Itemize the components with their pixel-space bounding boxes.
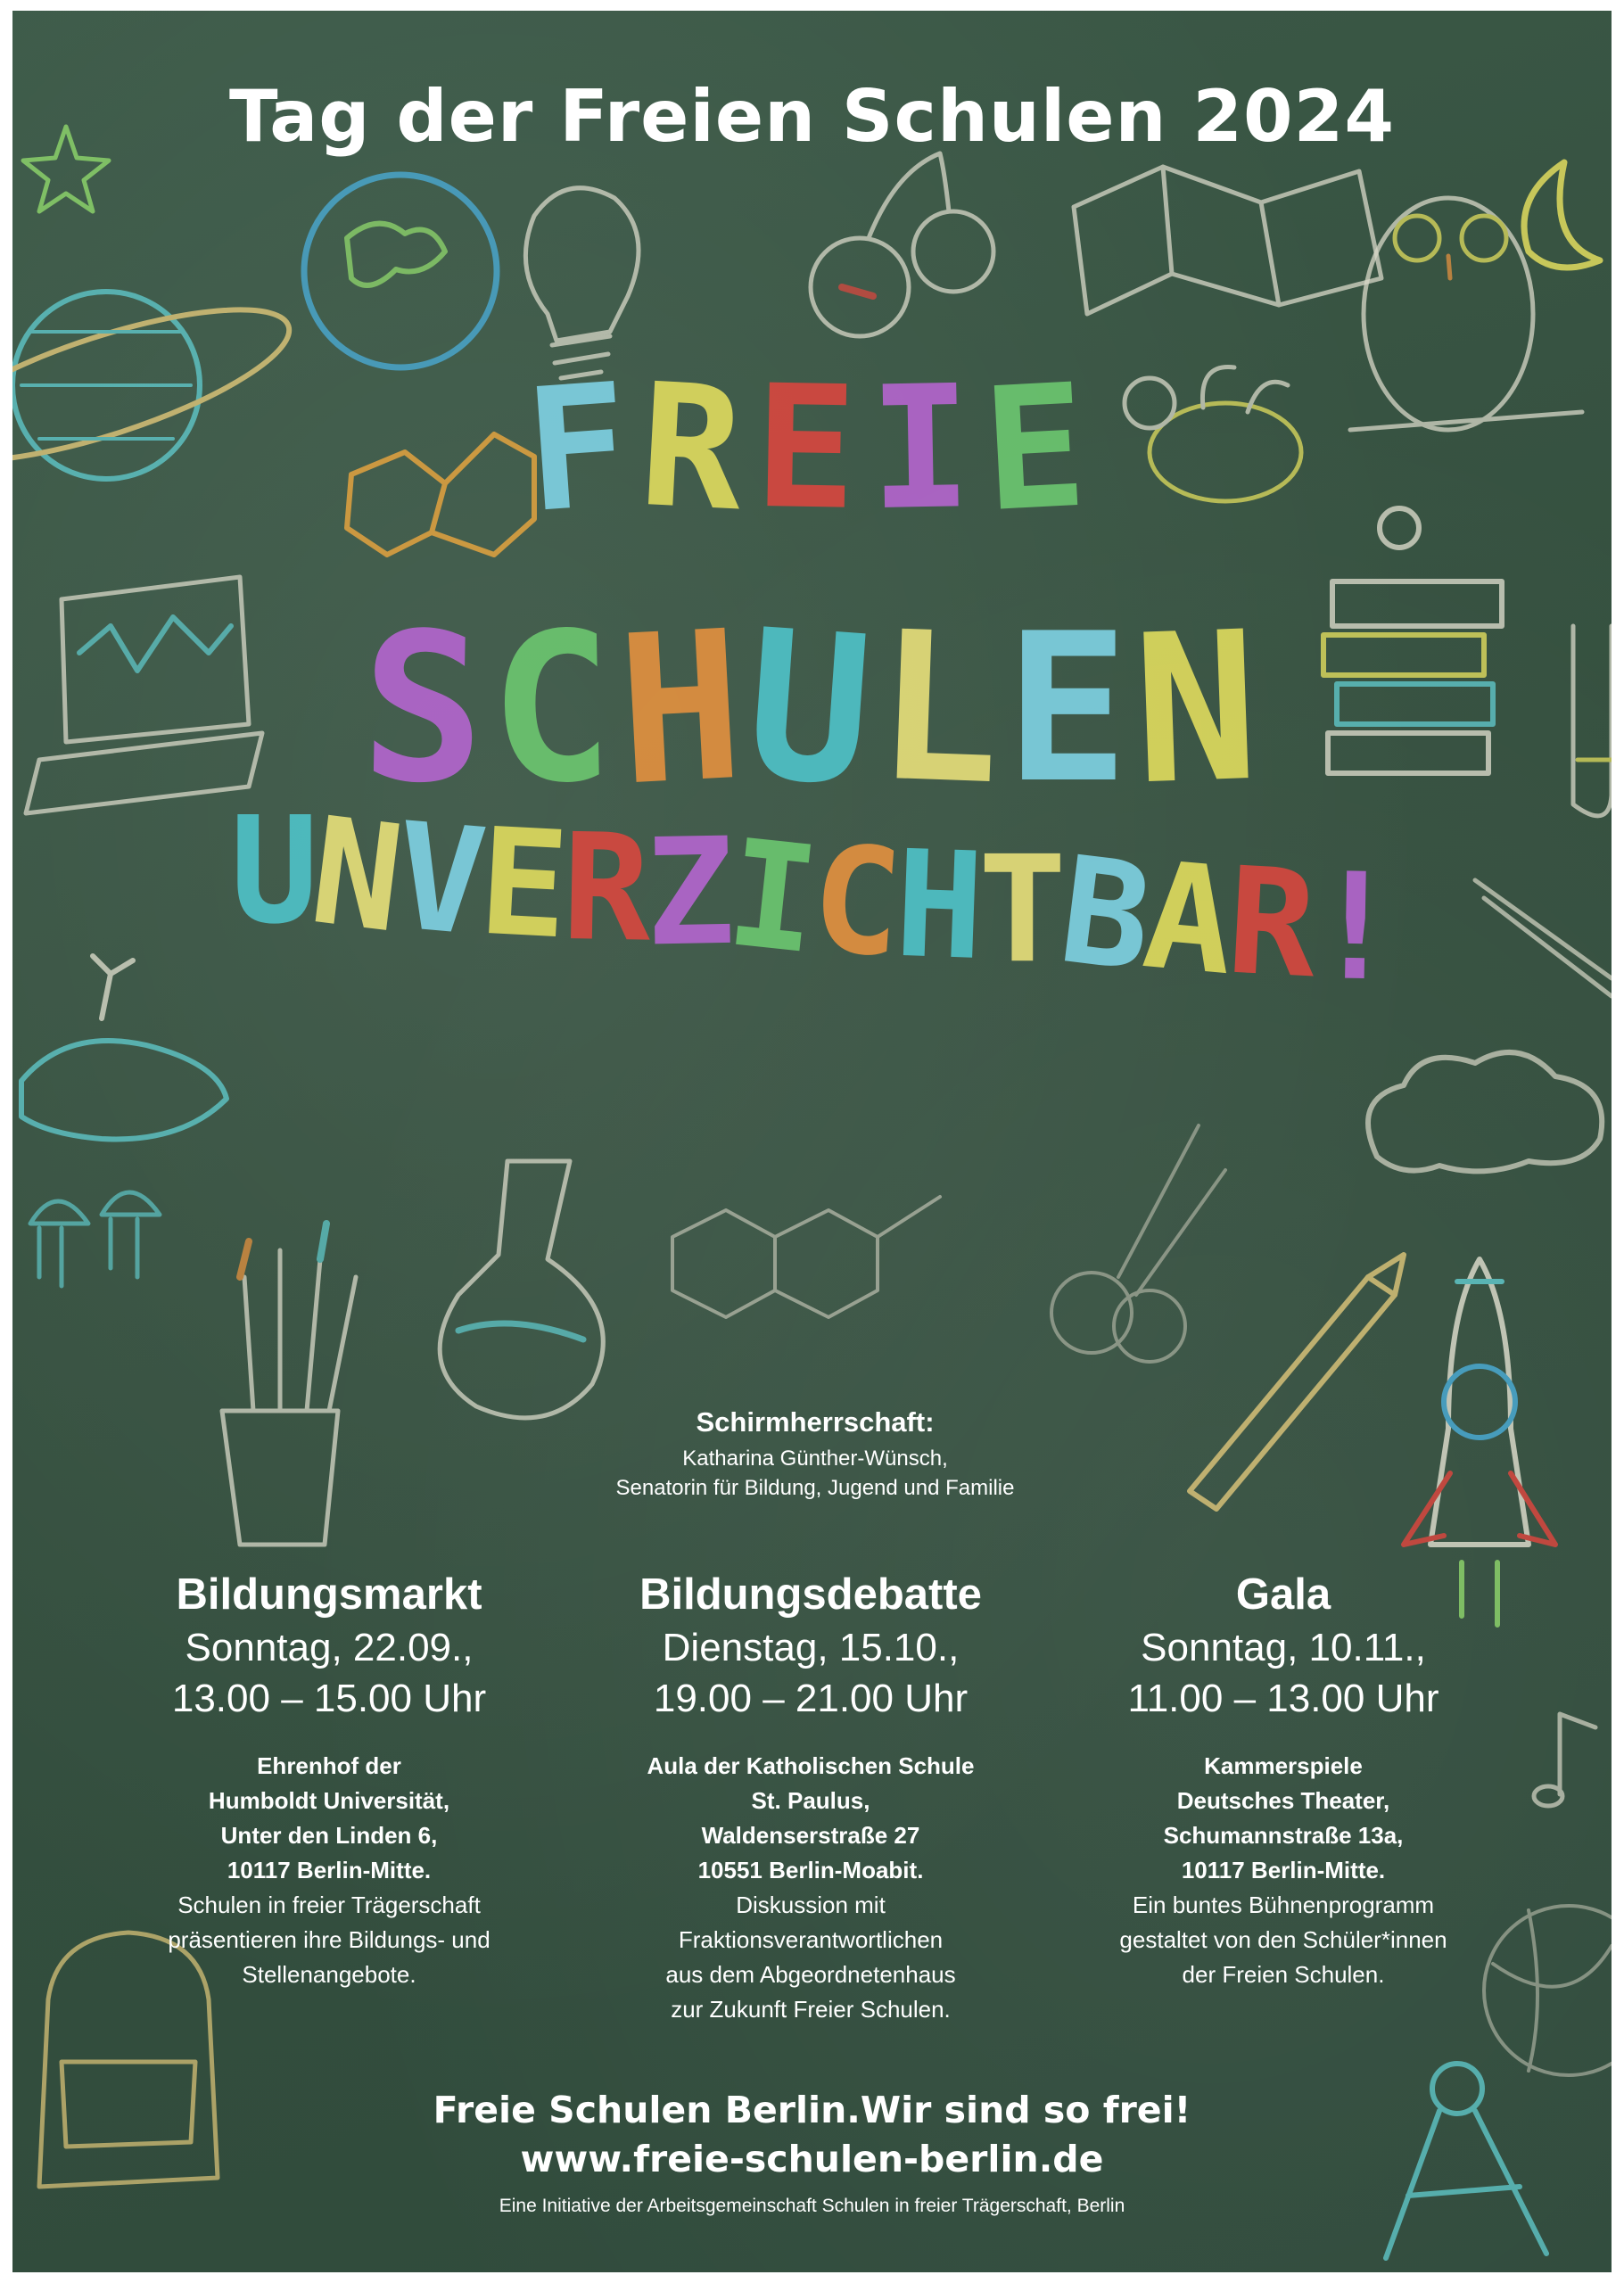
event-location-line: Aula der Katholischen Schule [647,1752,975,1779]
website-link[interactable]: www.freie-schulen-berlin.de [520,2138,1104,2180]
chalk-letter: S [359,589,492,830]
event-location-line: Humboldt Universität, [208,1787,450,1814]
chalk-letter: L [872,588,1010,831]
chalk-letter: H [892,818,982,993]
whale-icon [21,956,227,1139]
event-date: Dienstag, 15.10., [662,1626,960,1669]
event-description-line: aus dem Abgeordnetenhaus [665,1961,956,1988]
page-title: Tag der Freien Schulen 2024 [229,75,1395,158]
event-location-line: Waldenserstraße 27 [701,1822,920,1849]
chalk-letter: E [753,348,871,548]
event-gala [1051,1567,1515,1992]
event-description-line: Diskussion mit [736,1892,886,1918]
event-description-line: Fraktionsverantwortlichen [678,1926,944,1953]
event-description-line: Schulen in freier Trägerschaft [177,1892,481,1918]
chalk-letter: H [612,587,754,832]
globe-icon [304,175,497,367]
event-description-line: zur Zukunft Freier Schulen. [671,1996,951,2023]
event-location-line: 10117 Berlin-Mitte. [227,1857,432,1883]
chalk-letter: E [1005,590,1134,828]
event-location-line: St. Paulus, [751,1787,870,1814]
event-location-line: 10117 Berlin-Mitte. [1181,1857,1386,1883]
event-description-line: Ein buntes Bühnenprogramm [1132,1892,1435,1918]
brush-cup-icon [222,1224,356,1545]
event-location-line: Deutsches Theater, [1176,1787,1390,1814]
event-bildungsdebatte [579,1567,1043,2027]
event-description [579,1888,1043,2027]
pencil-icon [1190,1255,1404,1509]
event-location-line: Schumannstraße 13a, [1163,1822,1404,1849]
chalk-letter: Z [644,805,731,979]
scissors-icon [1051,1125,1225,1362]
chalk-letter: I [720,807,821,986]
moon-icon [1524,162,1600,268]
event-description-line: der Freien Schulen. [1182,1961,1385,1988]
chalk-letter: V [389,790,487,968]
event-description [1051,1888,1515,1992]
event-time: 13.00 – 15.00 Uhr [171,1677,487,1720]
event-location-line: Ehrenhof der [257,1752,401,1779]
poster [12,11,1612,2272]
event-title: Bildungsmarkt [176,1570,482,1619]
event-location [1051,1749,1515,1888]
event-time: 19.00 – 21.00 Uhr [653,1677,969,1720]
event-bildungsmarkt [97,1567,561,1992]
patronage-block [458,1406,1172,1503]
event-description-line: Stellenangebote. [242,1961,416,1988]
jellyfish-icon [30,1192,160,1286]
patron-role: Senatorin für Bildung, Jugend und Familie [615,1476,1015,1500]
patronage-heading: Schirmherrschaft: [696,1406,935,1438]
event-title: Bildungsdebatte [639,1570,982,1619]
chalk-headline-line-1 [12,345,1612,551]
music-note-icon [1534,1714,1595,1806]
chalk-letter: U [229,785,314,957]
open-book-icon [1074,167,1381,314]
event-time: 11.00 – 13.00 Uhr [1127,1677,1439,1720]
chalk-letter: E [978,346,1104,550]
event-location-line: Kammerspiele [1204,1752,1363,1779]
cherry-icon [811,153,993,336]
chalk-letter: C [805,812,902,990]
chalk-letter: ! [1309,840,1396,1014]
chalk-letter: U [739,586,885,833]
initiative-note: Eine Initiative der Arbeitsgemeinschaft Schulen in freier Trägerschaft, Berlin [499,2196,1125,2216]
patron-name: Katharina Günther-Wünsch, [682,1446,948,1471]
slogan: Freie Schulen Berlin.Wir sind so frei! [433,2089,1191,2131]
event-description [97,1888,561,1992]
event-location [579,1749,1043,1888]
chalk-letter: C [487,589,622,830]
chalk-letter: R [635,346,760,550]
chalk-letter: F [518,345,647,551]
event-description-line: gestaltet von den Schüler*innen [1119,1926,1447,1953]
event-title: Gala [1235,1570,1331,1619]
chalk-letter: B [1051,824,1155,1005]
event-description-line: präsentieren ihre Bildungs- und [168,1926,490,1953]
chalk-letter: E [474,795,567,972]
flask-icon [440,1161,603,1418]
chemical-structure-icon [672,1197,940,1317]
chalk-letter: T [977,824,1062,996]
chalk-letter: R [561,801,647,975]
event-date: Sonntag, 22.09., [185,1626,474,1669]
event-location [97,1749,561,1888]
chalk-letter: A [1137,829,1235,1008]
event-date: Sonntag, 10.11., [1141,1626,1426,1669]
chalk-letter: N [302,785,407,966]
event-location-line: 10551 Berlin-Moabit. [697,1857,924,1883]
event-location-line: Unter den Linden 6, [220,1822,438,1849]
chalk-letter: R [1223,835,1315,1011]
chalk-letter: I [867,348,985,548]
chalk-letter: N [1130,588,1267,831]
cloud-icon [1368,1052,1602,1171]
